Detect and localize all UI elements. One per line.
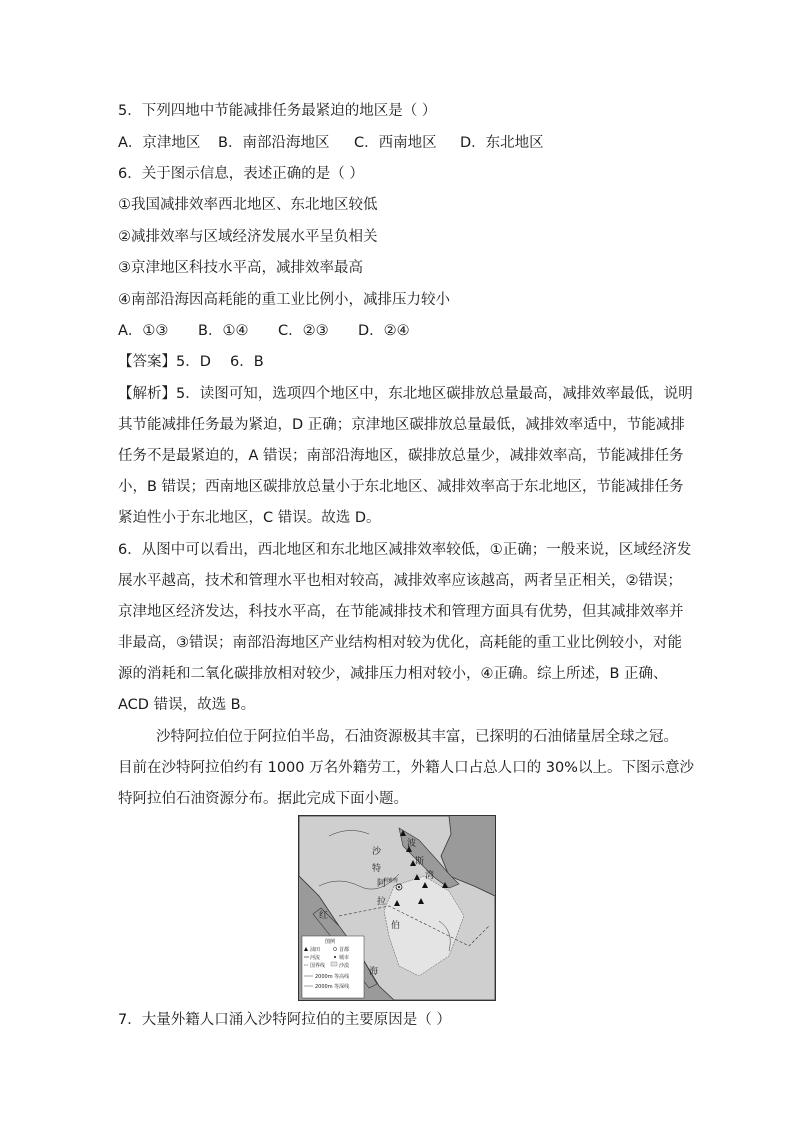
option-b: B．南部沿海地区 [218,135,330,151]
analysis-6-line-1: 6．从图中可以看出，西北地区和东北地区减排效率较低，①正确；一般来说，区域经济发 [118,542,692,558]
analysis-6-line-6: ACD 错误，故选 B。 [118,697,256,713]
map-label-hai: 海 [369,967,379,977]
question-6-options [118,321,410,341]
map-label-si: 斯 [415,857,425,867]
option-d: D．②④ [358,323,410,339]
option-a: A．①③ [118,323,169,339]
statement-4: ④南部沿海因高耗能的重工业比例小，减排压力较小 [118,292,450,308]
map-label-te: 特 [372,864,382,874]
question-5: 5．下列四地中节能减排任务最紧迫的地区是（ ） [118,103,437,119]
passage-line-1: 沙特阿拉伯位于阿拉伯半岛，石油资源极其丰富，已探明的石油储量居全球之冠。 [156,729,678,745]
map-label-wan: 湾 [425,871,435,881]
legend-desert: 沙漠 [339,963,350,969]
option-d: D．东北地区 [460,135,544,151]
statement-2: ②减排效率与区域经济发展水平呈负相关 [118,229,378,245]
answer-line: 【答案】5．D 6．B [118,354,264,370]
legend-title: 图例 [325,939,336,945]
map-label-a: 阿 [377,879,387,889]
saudi-oil-map [298,815,496,1001]
statement-3: ③京津地区科技水平高，减排效率最高 [118,260,363,276]
legend-capital: 首都 [339,947,350,953]
statement-1: ①我国减排效率西北地区、东北地区较低 [118,197,378,213]
analysis-6-line-4: 非最高，③错误；南部沿海地区产业结构相对较为优化，高耗能的重工业比例较小，对能 [118,635,682,651]
analysis-6-line-3: 京津地区经济发达，科技水平高，在节能减排技术和管理方面具有优势，但其减排效率并 [118,604,684,620]
question-5-options [118,133,544,153]
legend-city: 城市 [339,955,350,961]
analysis-6-line-2: 展水平越高，技术和管理水平也相对较高，减排效率应该越高，两者呈正相关，②错误； [118,573,682,589]
map-label-riyadh: 利雅得 [383,878,399,884]
analysis-5-line-2: 其节能减排任务最为紧迫，D 正确；京津地区碳排放总量最低，减排效率适中，节能减排 [118,417,685,433]
legend-contour: 2000m 等高线 [315,974,350,980]
map-label-bo2: 波 [407,839,417,849]
option-a: A．京津地区 [118,135,201,151]
option-c: C．西南地区 [354,135,437,151]
legend-isobath: 2000m 等深线 [315,984,350,990]
map-label-la: 拉 [377,897,387,907]
option-b: B．①④ [198,323,249,339]
legend-oilfield: 油田 [310,947,321,953]
question-7: 7．大量外籍人口涌入沙特阿拉伯的主要原因是（ ） [118,1012,451,1028]
analysis-5-line-1: 【解析】5．读图可知，选项四个地区中，东北地区碳排放总量最高，减排效率最低，说明 [118,386,693,402]
map-label-hong: 红 [319,911,329,921]
analysis-5-line-3: 任务不是最紧迫的，A 错误；南部沿海地区，碳排放总量少，减排效率高，节能减排任务 [118,448,684,464]
analysis-6-line-5: 源的消耗和二氧化碳排放相对较少，减排压力相对较小，④正确。综上所述，B 正确、 [118,666,668,682]
analysis-5-line-4: 小，B 错误；西南地区碳排放总量小于东北地区、减排效率高于东北地区，节能减排任务 [118,479,684,495]
map-label-bo: 伯 [391,921,401,931]
legend-river: 河流 [310,955,321,961]
analysis-5-line-5: 紧迫性小于东北地区，C 错误。故选 D。 [118,510,381,526]
legend-border: 国界线 [310,963,326,969]
passage-line-2: 目前在沙特阿拉伯约有 1000 万名外籍劳工，外籍人口占总人口的 30%以上。下图示意沙 [118,760,694,776]
question-6: 6．关于图示信息，表述正确的是（ ） [118,166,364,182]
map-label-sha: 沙 [372,847,382,857]
passage-line-3: 特阿拉伯石油资源分布。据此完成下面小题。 [118,791,408,807]
option-c: C．②③ [278,323,329,339]
